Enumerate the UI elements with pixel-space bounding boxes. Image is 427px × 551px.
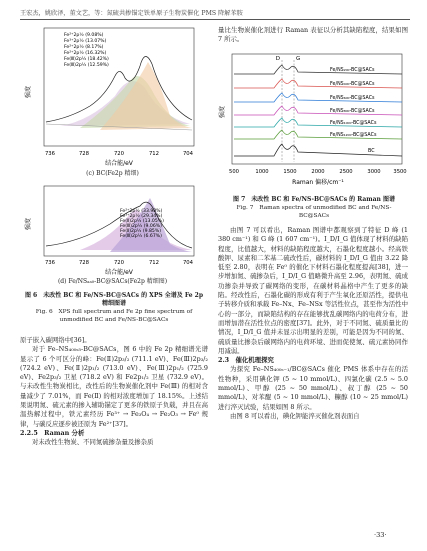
xps-panel-d — [20, 184, 200, 284]
fig6-caption — [24, 292, 204, 324]
c-xtick: 720 — [113, 151, 125, 157]
paragraph: 原子嵌入碳网络中[36]。 — [20, 336, 91, 344]
c-legend-item: Fe²⁺2p½ (9.08%) — [64, 33, 104, 38]
fig7-caption — [222, 196, 406, 220]
c-legend-item: Fe(Ⅲ)2p½ (12.59%) — [64, 63, 109, 68]
c-xtick: 704 — [182, 151, 194, 157]
d-legend-item: Fe³⁺2p½ (29.34%) — [120, 214, 163, 219]
raman-trace — [234, 144, 402, 156]
d-xtick: 728 — [78, 260, 90, 266]
raman-series-label: Fe/NS₈₀₀-BC@SACs — [330, 109, 375, 114]
raman-xtick: 1500 — [283, 169, 297, 175]
right-column-top-text — [218, 26, 408, 45]
fig6-caption-en: Fig. 6 XPS full spectrum and Fe 2p fine spectrum of unmodified BC and Fe/NS-BC@SACs — [35, 309, 193, 323]
section-heading: 2.2.5 Raman 分析 — [20, 428, 85, 437]
fig7-caption-zh: 图 7 未改性 BC 和 Fe/NS-BC@SACs 的 Raman 图谱 — [233, 196, 395, 203]
c-ylabel: 强度 — [25, 85, 32, 99]
raman-xtick: 2000 — [311, 169, 325, 175]
raman-xtick: 3500 — [393, 169, 407, 175]
d-legend-item: Fe(Ⅱ)2p½ (9.85%) — [120, 229, 161, 234]
c-legend-item: Fe³⁺2p½ (13.07%) — [64, 39, 107, 44]
raman-series-label: Fe/NS₁₀₀₀-BC@SACs — [330, 121, 377, 126]
raman-xtick: 500 — [229, 169, 239, 175]
paragraph: 由图 7 可以看出，Raman 图谱中都观察到了特征 D 峰 (1 380 cm⁻¹) 和 G 峰 (1 607 cm⁻¹)。I_D/I_G 值体现了材料的缺陷程度，比值越大，材料的缺陷程度越大，石墨化程度越小。经高铁酸钾、尿素和二苯基二硫改性后，碳材料的 I_D/I_G 值由 3.22 降低至 2.80，表明在 Fe⁰ 的催化下材料石墨化程度提高[38]，进一步增加氮、硫掺杂后，I_D/I_G 值略微升高至 2.96，表明氮、硫成功掺杂并导致了碳网络的变形，在碳材料晶格中产生了更多的缺陷。经改性后，石墨化碳的形成有利于产生氧化还原活性，提供电子转移介质和承载 Fe–Nx、Fe–NSx 等活性位点，甚至作为活性中心的一部分，而缺陷结构的存在能够扰乱碳网络内的电荷分布，进而增加潜在活性位点的密度[37]。此外，对于不同氮、硫质量比的情况，I_D/I_G 值并未显示出明显的差别，可能是因为不同的氮、硫质量比掺杂后碳网络内的电荷环境、进而促使氮、硫元素协同作用减弱。 — [218, 226, 408, 355]
g-band-label: G — [296, 56, 301, 62]
paragraph: 对未改性生物炭、不同氮硫掺杂量及掺杂质 — [32, 438, 154, 447]
d-legend-item: Fe²⁺2p½ (33.98%) — [120, 209, 163, 214]
d-xtick: 736 — [44, 260, 56, 266]
raman-series-label: BC — [368, 149, 375, 154]
raman-trace — [234, 106, 402, 115]
c-legend-item: Fe(Ⅲ)2p½ (18.42%) — [64, 57, 109, 62]
raman-trace — [234, 130, 402, 139]
fig6-caption-zh: 图 6 未改性 BC 和 Fe/NS-BC@SACs 的 XPS 全谱及 Fe 2p 精细图谱 — [24, 292, 204, 307]
raman-series-label: Fe/NS₄₀₀-BC@SACs — [330, 82, 375, 87]
c-legend-item: Fe²⁺2p½ (8.17%) — [64, 45, 104, 50]
section-heading: 2.3 催化机理探究 — [218, 356, 274, 365]
d-caption: (d) Fe/NSₐₐ₀-BC@SACs(Fe2p 精细图) — [57, 278, 168, 285]
fig7-caption-en: Fig. 7 Raman spectra of unmodified BC and Fe/NS-BC@SACs — [236, 205, 392, 219]
paragraph: 对于 Fe–NS₄₀₀ₛ₅-BC@SACs，图 6 中的 Fe 2p 精细谱光谱显示了 6 个可区分的峰：Fe(Ⅱ)2p₃/₂ (711.1 eV)、Fe(Ⅲ)2p₃/₂ (724.2 eV)、Fe(Ⅱ)2p₁/₂ (713.0 eV)、Fe(Ⅲ)2p₁/₂ (725.9 eV)、Fe2p₃/₂ 卫星 (718.2 eV) 和 Fe2p₁/₂ 卫星 (732.9 eV)。与未改性生物炭相比，改性后的生物炭催化剂中 Fe(Ⅲ) 的相对含量减少了 7.01%，而 Fe(Ⅱ) 的相对浓度增加了 18.15%。上述结果说明氮、硫元素的掺入辅助锚定了更多的铁原子负载，并且在高温热解过程中，铁元素经历 Fe³⁺ → Fe₃O₄ → Fe₂O₃ → Fe⁰ 规律，与碳反应逐步被还原为 Fe²⁺[37]。 — [20, 345, 208, 428]
raman-series-label: Fe/NS₆₀₀-BC@SACs — [330, 96, 375, 101]
d-xtick: 704 — [182, 260, 194, 266]
c-xtick: 712 — [148, 151, 160, 157]
xps-panel-c — [20, 26, 200, 176]
d-xtick: 712 — [148, 260, 160, 266]
paragraph: 由图 8 可以看出，碘化钾能淬灭催化剂表面自 — [230, 411, 360, 420]
page-number: ·33· — [374, 531, 387, 539]
raman-xtick: 1000 — [255, 169, 269, 175]
raman-xtick: 3000 — [367, 169, 381, 175]
raman-trace — [234, 118, 402, 127]
raman-trace — [234, 65, 402, 74]
raman-series-label: Fe/NS₁₂₀₀-BC@SACs — [330, 133, 377, 138]
running-header: 王宏杰，姚欣泽，董文艺，等：氮硫共掺锚定铁单原子生物炭催化 PMS 降解苯胺 — [20, 8, 410, 20]
raman-series-label: Fe/NS₂₀₀-BC@SACs — [330, 68, 375, 73]
c-xlabel: 结合能/eV — [105, 160, 133, 167]
d-legend-item: Fe(Ⅲ)2p½ (9.06%) — [120, 224, 162, 229]
c-fit-peak — [100, 62, 192, 130]
d-ylabel: 强度 — [25, 217, 32, 231]
raman-trace — [234, 93, 402, 102]
paragraph: 为探究 Fe–NS₄₀₀ₛ₋₁/BC@SACs 催化 PMS 体系中存在的活性物种，采用碘化钾 (5 ~ 10 mmol/L)、四氯化碳 (2.5 ~ 5.0 mmol/L)、甲醇 (25 ~ 50 mmol/L)、叔丁醇 (25 ~ 50 mmol/L)、对苯醌 (5 ~ 10 mmol/L)、糠醇 (10 ~ 25 mmol/L) 进行淬灭试验，结果如图 8 所示。 — [218, 365, 408, 411]
raman-xlabel: Raman 偏移/cm⁻¹ — [292, 179, 344, 186]
left-column-text — [20, 336, 208, 448]
paragraph: 量比生物炭催化剂进行 Raman 表征以分析其缺陷程度，结果如图 7 所示。 — [218, 26, 408, 44]
d-xlabel: 结合能/eV — [105, 269, 133, 276]
raman-ylabel: 强度 — [219, 105, 226, 119]
d-legend-item: Fe(Ⅲ)2p½ (6.67%) — [120, 234, 162, 239]
d-band-label: D — [275, 56, 280, 62]
raman-trace — [234, 79, 402, 88]
right-column-text — [218, 226, 408, 421]
raman-xtick: 2500 — [339, 169, 353, 175]
d-xtick: 720 — [113, 260, 125, 266]
d-legend-item: Fe(Ⅱ)2p½ (13.05%) — [120, 219, 164, 224]
c-caption: (c) BC(Fe2p 精细) — [86, 170, 139, 177]
c-legend-item: Fe²⁺2p½ (16.32%) — [64, 51, 107, 56]
c-xtick: 728 — [78, 151, 90, 157]
raman-chart — [218, 52, 410, 190]
c-xtick: 736 — [44, 151, 56, 157]
